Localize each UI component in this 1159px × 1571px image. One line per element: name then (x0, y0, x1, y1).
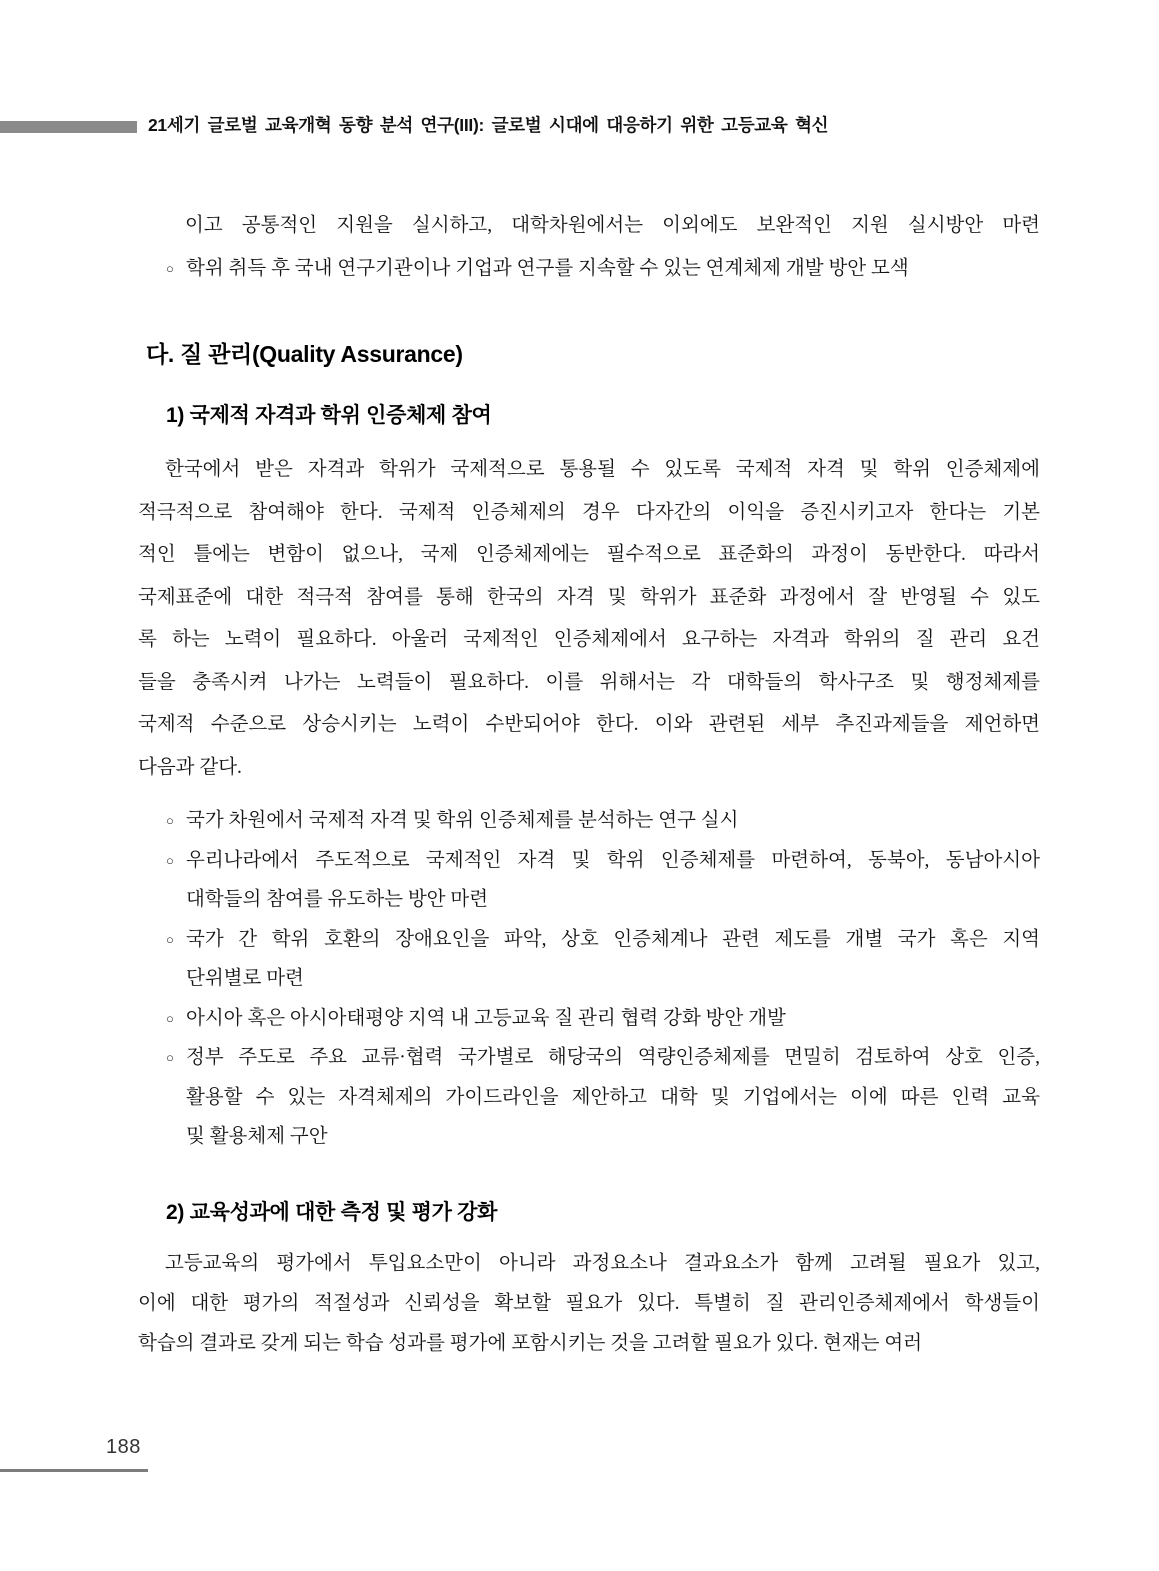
subsection-1-paragraph (138, 449, 1040, 789)
text-line: 국가 간 학위 호환의 장애요인을 파악, 상호 인증체계나 관련 제도를 개별 국가 혹은 지역 (186, 928, 1040, 950)
text-line: 국가 차원에서 국제적 자격 및 학위 인증체제를 분석하는 연구 실시 (186, 810, 739, 831)
subsection-2-heading: 2) 교육성과에 대한 측정 및 평가 강화 (166, 1201, 498, 1224)
bullet-text (186, 1038, 1040, 1157)
text-line: 다음과 같다. (138, 756, 242, 778)
running-header-title: 21세기 글로벌 교육개혁 동향 분석 연구(III): 글로벌 시대에 대응하기 위한 고등교육 혁신 (148, 115, 829, 135)
page-content (138, 0, 1040, 1571)
continuation-text-line: 이고 공통적인 지원을 실시하고, 대학차원에서는 이외에도 보완적인 지원 실시방안 마련 (185, 215, 1040, 236)
bullet-marker-icon: ○ (166, 852, 174, 868)
bullet-text (186, 801, 1040, 841)
bullet-text (186, 920, 1040, 999)
header-accent-bar (0, 121, 137, 133)
text-line: 적극적으로 참여해야 한다. 국제적 인증체제의 경우 다자간의 이익을 증진시키고자 한다는 기본 (138, 501, 1040, 523)
text-line: 아시아 혹은 아시아태평양 지역 내 고등교육 질 관리 협력 강화 방안 개발 (186, 1007, 786, 1029)
bullet-marker-icon: ○ (166, 931, 174, 947)
text-line: 학위 취득 후 국내 연구기관이나 기업과 연구를 지속할 수 있는 연계체제 개발 방안 모색 (186, 258, 909, 279)
text-line: 정부 주도로 주요 교류·협력 국가별로 해당국의 역량인증체제를 면밀히 검토하여 상호 인증, (186, 1047, 1040, 1068)
text-line: 국제표준에 대한 적극적 참여를 통해 한국의 자격 및 학위가 표준화 과정에서 잘 반영될 수 있도 (138, 586, 1040, 608)
text-line: 단위별로 마련 (186, 968, 304, 989)
bullet-marker-icon: ○ (166, 1010, 174, 1026)
section-heading: 다. 질 관리(Quality Assurance) (146, 341, 463, 367)
top-bullet-list (138, 247, 1040, 290)
bullet-item (138, 841, 1040, 920)
text-line: 록 하는 노력이 필요하다. 아울러 국제적인 인증체제에서 요구하는 자격과 학위의 질 관리 요건 (138, 629, 1040, 650)
subsection-2-paragraph (138, 1244, 1040, 1364)
text-line: 들을 충족시켜 나가는 노력들이 필요하다. 이를 위해서는 각 대학들의 학사구조 및 행정체제를 (138, 671, 1040, 693)
text-line: 우리나라에서 주도적으로 국제적인 자격 및 학위 인증체제를 마련하여, 동북아, 동남아시아 (186, 849, 1040, 871)
bullet-item (138, 247, 1040, 290)
text-line: 고등교육의 평가에서 투입요소만이 아니라 과정요소나 결과요소가 함께 고려될 필요가 있고, (165, 1253, 1040, 1274)
bullet-marker-icon: ○ (166, 1050, 174, 1065)
bullet-item (138, 1038, 1040, 1157)
bullet-item (138, 920, 1040, 999)
bullet-item (138, 999, 1040, 1039)
text-line: 및 활용체제 구안 (186, 1126, 328, 1147)
footer-rule (0, 1469, 148, 1472)
bullet-item (138, 801, 1040, 841)
text-line: 학습의 결과로 갖게 되는 학습 성과를 평가에 포함시키는 것을 고려할 필요가 있다. 현재는 여러 (138, 1333, 923, 1354)
page-number: 188 (106, 1436, 141, 1458)
bullet-marker-icon: ○ (166, 261, 174, 276)
text-line: 대학들의 참여를 유도하는 방안 마련 (186, 889, 489, 910)
subsection-1-heading: 1) 국제적 자격과 학위 인증체제 참여 (166, 404, 492, 427)
text-line: 활용할 수 있는 자격체제의 가이드라인을 제안하고 대학 및 기업에서는 이에 따른 인력 교육 (186, 1086, 1040, 1108)
subsection-1-bullet-list (138, 801, 1040, 1157)
bullet-text (186, 841, 1040, 920)
text-line: 적인 틀에는 변함이 없으나, 국제 인증체제에는 필수적으로 표준화의 과정이 동반한다. 따라서 (138, 544, 1040, 565)
bullet-text (186, 247, 1040, 290)
text-line: 이에 대한 평가의 적절성과 신뢰성을 확보할 필요가 있다. 특별히 질 관리인증체제에서 학생들이 (138, 1293, 1040, 1314)
text-line: 한국에서 받은 자격과 학위가 국제적으로 통용될 수 있도록 국제적 자격 및 학위 인증체제에 (165, 459, 1040, 480)
bullet-text (186, 999, 1040, 1039)
bullet-marker-icon: ○ (166, 813, 174, 828)
top-continuation-block (138, 204, 1040, 290)
text-line: 국제적 수준으로 상승시키는 노력이 수반되어야 한다. 이와 관련된 세부 추진과제들을 제언하면 (138, 714, 1040, 735)
